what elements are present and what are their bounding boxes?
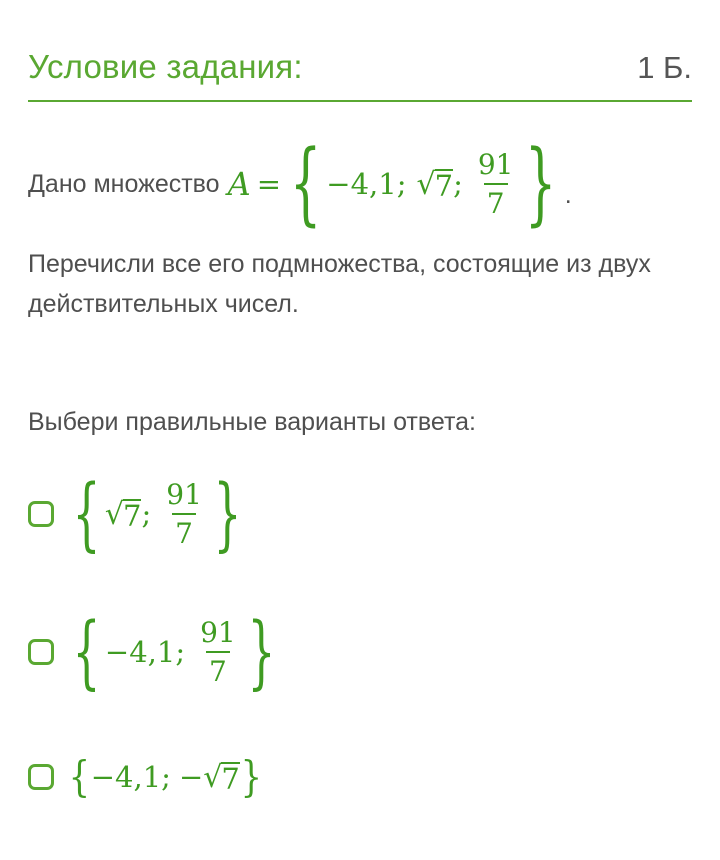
option-3-first-element: −4,1; bbox=[90, 760, 171, 794]
radical-sign: √ bbox=[416, 166, 436, 202]
set-formula bbox=[227, 131, 562, 236]
header-divider bbox=[28, 100, 692, 102]
option-2-checkbox[interactable] bbox=[28, 639, 54, 665]
left-brace: { bbox=[68, 752, 91, 801]
sqrt-argument: 7 bbox=[221, 762, 240, 797]
fraction-numerator: 91 bbox=[477, 148, 514, 181]
task-points: 1 Б. bbox=[637, 50, 692, 85]
answer-option-2[interactable] bbox=[28, 605, 280, 698]
task-title: Условие задания: bbox=[28, 48, 303, 85]
set-element-sqrt bbox=[416, 167, 453, 202]
task-lead-text: Дано множество bbox=[28, 169, 220, 198]
answer-option-1[interactable] bbox=[28, 467, 246, 560]
fraction-denominator: 7 bbox=[206, 651, 230, 688]
left-brace: { bbox=[72, 605, 101, 698]
option-1-checkbox[interactable] bbox=[28, 501, 54, 527]
sqrt-argument: 7 bbox=[123, 499, 142, 534]
set-element-fraction bbox=[475, 148, 517, 220]
option-1-sqrt bbox=[105, 497, 142, 532]
fraction-denominator: 7 bbox=[484, 183, 508, 220]
option-3-set bbox=[68, 752, 263, 801]
right-brace: } bbox=[213, 467, 242, 560]
set-definition bbox=[28, 131, 692, 236]
option-2-fraction bbox=[197, 616, 239, 688]
radical-sign: √ bbox=[203, 759, 223, 795]
left-brace: { bbox=[289, 131, 322, 236]
right-brace: } bbox=[247, 605, 276, 698]
separator: ; bbox=[141, 497, 152, 531]
option-2-first-element: −4,1; bbox=[104, 635, 186, 669]
equals-sign: = bbox=[256, 167, 282, 201]
task-statement bbox=[28, 131, 692, 324]
option-3-minus: − bbox=[178, 760, 204, 794]
task-header bbox=[28, 40, 692, 102]
separator: ; bbox=[453, 167, 463, 201]
option-3-checkbox[interactable] bbox=[28, 764, 54, 790]
answer-prompt: Выбери правильные варианты ответа: bbox=[28, 408, 476, 436]
fraction-denominator: 7 bbox=[172, 513, 196, 550]
option-1-fraction bbox=[163, 478, 205, 550]
left-brace: { bbox=[72, 467, 101, 560]
answer-option-3[interactable] bbox=[28, 752, 263, 801]
option-3-sqrt bbox=[203, 760, 240, 795]
set-element-a: −4,1; bbox=[326, 167, 407, 201]
fraction-numerator: 91 bbox=[166, 478, 202, 511]
fraction-numerator: 91 bbox=[200, 616, 236, 649]
right-brace: } bbox=[525, 131, 557, 236]
set-name: A bbox=[227, 165, 251, 203]
task-question: Перечисли все его подмножества, состоящие из двух действительных чисел. bbox=[28, 250, 651, 318]
option-2-set bbox=[68, 605, 280, 698]
radical-sign: √ bbox=[104, 496, 125, 532]
sentence-period: . bbox=[564, 181, 572, 209]
sqrt-argument: 7 bbox=[434, 169, 454, 204]
right-brace: } bbox=[240, 752, 262, 801]
option-1-set bbox=[68, 467, 246, 560]
